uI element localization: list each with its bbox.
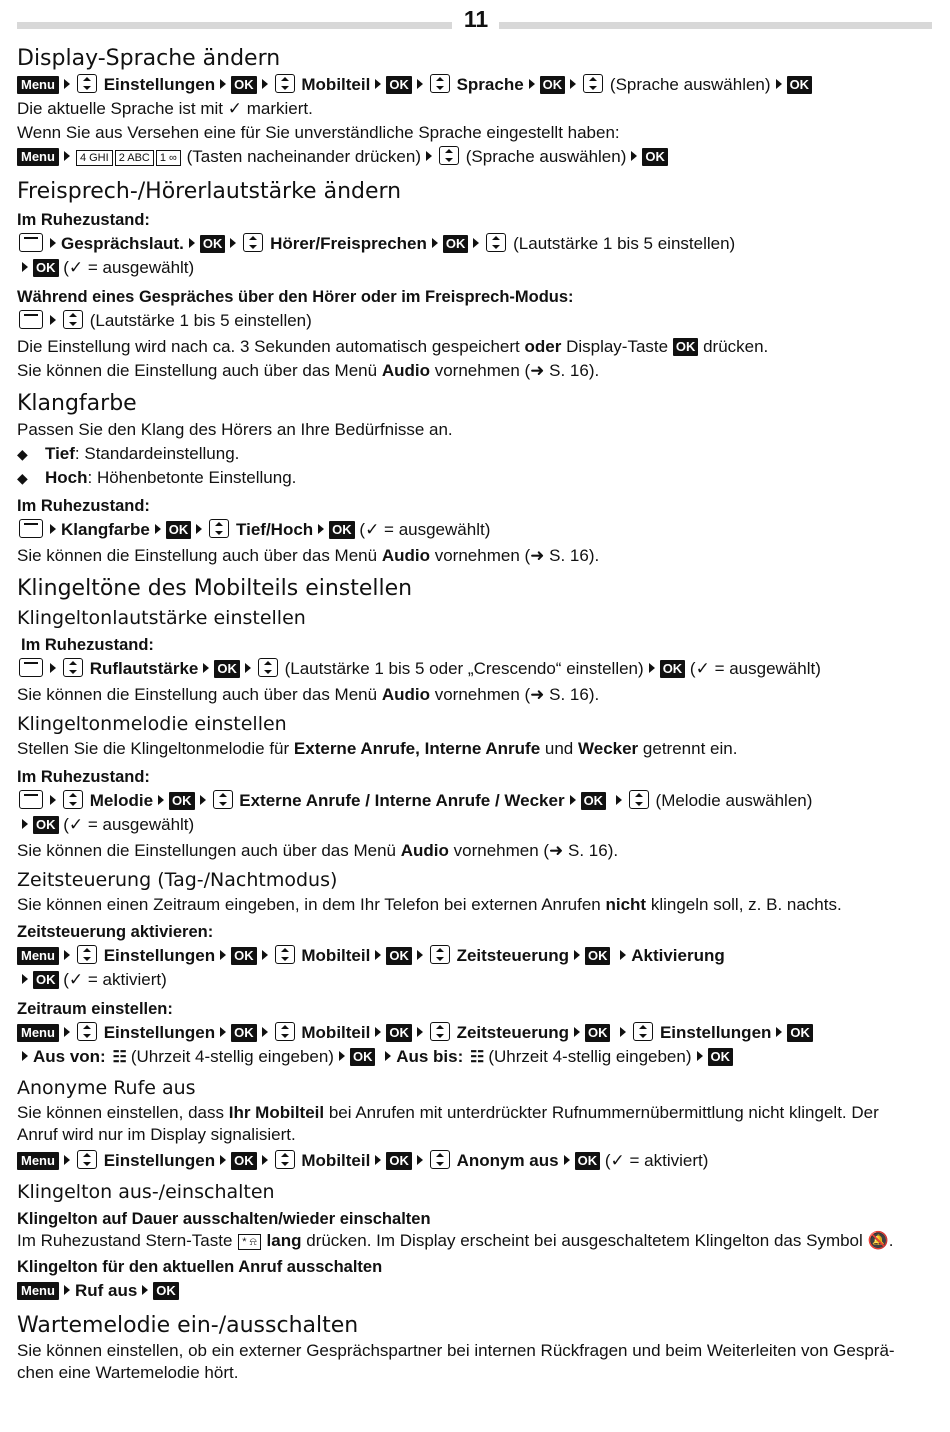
text-fragment: Einstellungen xyxy=(659,1023,772,1042)
text-fragment: lang xyxy=(266,1231,302,1250)
ok-key-icon: OK xyxy=(673,338,699,356)
arrow-icon xyxy=(50,524,56,534)
text-fragment: (Lautstärke 1 bis 5 einstellen) xyxy=(89,311,312,330)
bullet-icon xyxy=(17,442,45,466)
text-fragment: Aktivierung xyxy=(631,946,725,965)
label-aktueller-anruf: Klingelton für den aktuellen Anruf ausschalten xyxy=(17,1258,383,1276)
heading-klingelton-aus: Klingelton aus-/einschalten xyxy=(17,1181,275,1203)
nav-key-icon xyxy=(430,1022,450,1041)
nav-key-icon xyxy=(243,233,263,252)
ok-key-icon: OK xyxy=(443,235,469,253)
arrow-icon xyxy=(262,1155,268,1165)
nav-key-icon xyxy=(63,658,83,677)
arrow-icon xyxy=(697,1051,703,1061)
text-fragment: Hoch xyxy=(45,468,88,487)
ok-key-icon: OK xyxy=(169,792,195,810)
nav-key-icon xyxy=(583,74,603,93)
text-fragment: nicht xyxy=(605,895,647,914)
label-zeitraum: Zeitraum einstellen: xyxy=(17,1000,173,1018)
heading-klingeltonmelodie: Klingeltonmelodie einstellen xyxy=(17,713,287,735)
text-anonym-intro xyxy=(17,1101,927,1125)
text-menu-note xyxy=(17,839,927,863)
text-fragment: Einstellungen xyxy=(103,1151,216,1170)
arrow-icon xyxy=(385,1051,391,1061)
text-fragment: vornehmen (➜ S. 16). xyxy=(434,361,600,380)
step-sprache-auswaehlen: (Sprache auswählen) xyxy=(609,75,771,94)
text-fragment: Melodie xyxy=(89,791,154,810)
text-zeit-intro xyxy=(17,893,927,917)
nav-key-icon xyxy=(275,945,295,964)
text-fragment: Tief xyxy=(45,444,75,463)
arrow-icon xyxy=(220,1155,226,1165)
nav-key-icon xyxy=(63,790,83,809)
text-fragment: Wecker xyxy=(578,739,639,758)
arrow-icon xyxy=(649,663,655,673)
heading-klingeltonlautstaerke: Klingeltonlautstärke einstellen xyxy=(17,607,306,629)
text-fragment: : Höhenbetonte Einstellung. xyxy=(87,468,297,487)
steps-anonym: Menu Einstellungen OK Mobilteil OK Anonym aus OK (✓ = aktiviert) xyxy=(17,1149,927,1173)
ok-key-icon: OK xyxy=(153,1282,179,1300)
nav-key-icon xyxy=(275,1022,295,1041)
nav-key-icon xyxy=(63,310,83,329)
text-fragment: Im Ruhezustand Stern-Taste xyxy=(17,1231,233,1250)
arrow-icon xyxy=(64,950,70,960)
bell-muted-icon: 🔕 xyxy=(867,1231,889,1251)
arrow-icon xyxy=(220,79,226,89)
arrow-icon xyxy=(245,663,251,673)
text-fragment: (Uhrzeit 4-stellig eingeben) xyxy=(488,1047,692,1066)
heading-lautstaerke: Freisprech-/Hörerlautstärke ändern xyxy=(17,179,402,204)
text-fragment: Zeitsteuerung xyxy=(456,946,569,965)
text-fragment: Mobilteil xyxy=(301,946,371,965)
arrow-icon xyxy=(570,795,576,805)
text-fragment: Die aktuelle Sprache ist mit xyxy=(17,99,223,118)
nav-key-icon xyxy=(486,233,506,252)
arrow-icon xyxy=(375,1155,381,1165)
softkey-icon xyxy=(19,658,43,677)
softkey-icon xyxy=(19,310,43,329)
arrow-icon xyxy=(64,1027,70,1037)
checkmark-icon: ✓ xyxy=(227,99,242,119)
text-fragment: Hörer/Freisprechen xyxy=(270,234,427,253)
nav-key-icon xyxy=(258,658,278,677)
text-fragment: Zeitsteuerung xyxy=(456,1023,569,1042)
text-klang-intro: Passen Sie den Klang des Hörers an Ihre Bedürfnisse an. xyxy=(17,420,453,439)
heading-klingeltoene: Klingeltöne des Mobilteils einstellen xyxy=(17,576,413,601)
text-fragment: (Lautstärke 1 bis 5 oder „Crescendo“ einstellen) xyxy=(284,659,644,678)
checkmark-icon: ✓ xyxy=(695,659,710,679)
arrow-icon xyxy=(22,974,28,984)
nav-key-icon xyxy=(213,790,233,809)
arrow-icon xyxy=(529,79,535,89)
ok-key-icon: OK xyxy=(708,1048,734,1066)
label-ruhezustand: Im Ruhezustand: xyxy=(17,211,150,229)
text-melodie-intro xyxy=(17,737,927,761)
softkey-icon xyxy=(19,233,43,252)
ok-key-icon: OK xyxy=(329,521,355,539)
checkmark-icon: ✓ xyxy=(365,520,380,540)
label-ruhezustand: Im Ruhezustand: xyxy=(17,768,150,786)
list-item xyxy=(17,466,927,490)
text-fragment: Mobilteil xyxy=(301,1023,371,1042)
text-fragment: Gesprächslaut. xyxy=(61,234,184,253)
ok-key-icon: OK xyxy=(386,1152,412,1170)
steps-melodie-cont: OK (✓ = ausgewählt) xyxy=(17,813,927,837)
text-fragment: vornehmen (➜ S. 16). xyxy=(434,685,600,704)
steps-ruf-aus xyxy=(17,1279,927,1303)
heading-zeitsteuerung: Zeitsteuerung (Tag-/Nachtmodus) xyxy=(17,869,338,891)
text-fragment: drücken. Im Display erscheint bei ausgeschaltetem Klingelton das Symbol xyxy=(306,1231,863,1250)
steps-zeitraum xyxy=(17,1021,927,1045)
text-fragment: = ausgewählt) xyxy=(384,520,491,539)
checkmark-icon: ✓ xyxy=(68,815,84,835)
nav-key-icon xyxy=(77,1022,97,1041)
arrow-icon xyxy=(220,950,226,960)
label-aktivieren: Zeitsteuerung aktivieren: xyxy=(17,923,214,941)
text-fragment: Externe Anrufe, xyxy=(293,739,420,758)
bullet-icon xyxy=(17,466,45,490)
text-fragment: bei Anrufen mit unterdrückter Rufnummernübermittlung nicht klingelt. Der xyxy=(328,1103,879,1122)
arrow-icon xyxy=(50,663,56,673)
text-fragment: (Uhrzeit 4-stellig eingeben) xyxy=(130,1047,334,1066)
nav-key-icon xyxy=(275,1150,295,1169)
arrow-icon xyxy=(262,950,268,960)
arrow-icon xyxy=(426,151,432,161)
key-1-icon: 1 ∞ xyxy=(156,150,181,166)
nav-key-icon xyxy=(430,945,450,964)
arrow-icon xyxy=(64,1285,70,1295)
arrow-icon xyxy=(776,79,782,89)
arrow-icon xyxy=(564,1155,570,1165)
arrow-icon xyxy=(220,1027,226,1037)
nav-key-icon xyxy=(629,790,649,809)
arrow-icon xyxy=(22,819,28,829)
ok-key-icon: OK xyxy=(585,947,611,965)
ok-key-icon: OK xyxy=(581,792,607,810)
ok-key-icon: OK xyxy=(386,76,412,94)
arrow-icon xyxy=(142,1285,148,1295)
steps-sprache xyxy=(17,73,927,97)
arrow-icon xyxy=(158,795,164,805)
text-fragment: Sie können die Einstellung auch über das Menü xyxy=(17,685,378,704)
text-fragment: Aus von: xyxy=(33,1047,106,1066)
nav-key-icon xyxy=(77,945,97,964)
text-fragment: Sie können einstellen, dass xyxy=(17,1103,224,1122)
nav-key-icon xyxy=(430,74,450,93)
menu-key-icon: Menu xyxy=(17,1282,59,1300)
arrow-icon xyxy=(262,79,268,89)
heading-anonyme-rufe: Anonyme Rufe aus xyxy=(17,1077,196,1099)
text-fragment: (Sprache auswählen) xyxy=(465,147,627,166)
text-fragment: Die Einstellung wird nach ca. 3 Sekunden automatisch gespeichert xyxy=(17,337,520,356)
text-fragment: (Tasten nacheinander drücken) xyxy=(186,147,421,166)
arrow-icon xyxy=(200,795,206,805)
ok-key-icon: OK xyxy=(231,1024,257,1042)
steps-during xyxy=(17,309,927,333)
text-fragment: (Melodie auswählen) xyxy=(655,791,813,810)
ok-key-icon: OK xyxy=(33,259,59,277)
text-wartemelodie-2: chen eine Wartemelodie hört. xyxy=(17,1363,239,1382)
arrow-icon xyxy=(262,1027,268,1037)
text-fragment: Audio xyxy=(381,546,430,565)
text-fragment: Externe Anrufe / Interne Anrufe / Wecker xyxy=(239,791,565,810)
text-wrong-language: Wenn Sie aus Versehen eine für Sie unverständliche Sprache eingestellt haben: xyxy=(17,123,620,142)
text-fragment: Ruflautstärke xyxy=(89,659,199,678)
header-rule-left xyxy=(17,22,452,29)
arrow-icon xyxy=(417,79,423,89)
steps-ruflautstaerke: Ruflautstärke OK (Lautstärke 1 bis 5 oder „Crescendo“ einstellen) OK (✓ = ausgewählt) xyxy=(17,657,927,681)
checkmark-icon: ✓ xyxy=(610,1151,625,1171)
checkmark-icon: ✓ xyxy=(68,258,84,278)
text-fragment: drücken. xyxy=(703,337,769,356)
nav-key-icon xyxy=(430,1150,450,1169)
arrow-icon xyxy=(570,79,576,89)
nav-key-icon xyxy=(77,1150,97,1169)
key-2-icon: 2 ABC xyxy=(115,150,154,166)
menu-key-icon: Menu xyxy=(17,1152,59,1170)
menu-key-icon: Menu xyxy=(17,148,59,166)
nav-key-icon xyxy=(77,74,97,93)
steps-gespraechslaut xyxy=(17,232,927,256)
arrow-icon xyxy=(473,238,479,248)
list-item xyxy=(17,442,927,466)
ok-key-icon: OK xyxy=(214,660,240,678)
text-fragment: = ausgewählt) xyxy=(714,659,821,678)
text-fragment: markiert. xyxy=(246,99,313,118)
text-fragment: Anonym aus xyxy=(456,1151,559,1170)
label-ruhezustand: Im Ruhezustand: xyxy=(17,497,150,515)
ok-key-icon: OK xyxy=(33,971,59,989)
text-fragment: klingeln soll, z. B. nachts. xyxy=(650,895,842,914)
ok-key-icon: OK xyxy=(231,947,257,965)
text-fragment: oder xyxy=(524,337,562,356)
header-rule-right xyxy=(499,22,932,29)
text-fragment: Einstellungen xyxy=(103,946,216,965)
text-fragment: Aus bis: xyxy=(396,1047,464,1066)
ok-key-icon: OK xyxy=(787,1024,813,1042)
label-ruhezustand: Im Ruhezustand: xyxy=(21,636,154,654)
arrow-icon xyxy=(22,262,28,272)
arrow-icon xyxy=(50,238,56,248)
text-fragment: = aktiviert) xyxy=(87,970,167,989)
text-fragment: = ausgewählt) xyxy=(87,815,195,834)
steps-reset-language xyxy=(17,145,927,169)
text-fragment: Audio xyxy=(381,685,430,704)
ok-key-icon: OK xyxy=(231,1152,257,1170)
text-fragment: Sie können einen Zeitraum eingeben, in dem Ihr Telefon bei externen Anrufen xyxy=(17,895,601,914)
text-fragment: Sie können die Einstellung auch über das Menü xyxy=(17,361,378,380)
text-fragment: Sie können die Einstellung auch über das Menü xyxy=(17,546,378,565)
key-4-icon: 4 GHI xyxy=(76,150,113,166)
text-fragment: : Standardeinstellung. xyxy=(74,444,240,463)
ok-key-icon: OK xyxy=(231,76,257,94)
text-fragment: Einstellungen xyxy=(103,1023,216,1042)
ok-key-icon: OK xyxy=(575,1152,601,1170)
page-number: 11 xyxy=(463,6,489,32)
arrow-icon xyxy=(620,950,626,960)
arrow-icon xyxy=(64,79,70,89)
nav-key-icon xyxy=(439,146,459,165)
ok-key-icon: OK xyxy=(200,235,226,253)
step-einstellungen: Einstellungen xyxy=(103,75,216,94)
text-wartemelodie-1: Sie können einstellen, ob ein externer Gesprächspartner bei internen Rückfragen und beim Weiterleiten von Gesprä- xyxy=(17,1341,895,1360)
keypad-icon: ☷ xyxy=(112,1049,127,1066)
ok-key-icon: OK xyxy=(166,521,192,539)
text-fragment: Mobilteil xyxy=(301,1151,371,1170)
softkey-icon xyxy=(19,790,43,809)
manual-page xyxy=(17,0,927,1384)
arrow-icon xyxy=(616,795,622,805)
ok-key-icon: OK xyxy=(787,76,813,94)
ok-key-icon: OK xyxy=(386,1024,412,1042)
page-header xyxy=(17,0,927,42)
arrow-icon xyxy=(574,1027,580,1037)
steps-zeit-aktivieren-cont: OK (✓ = aktiviert) xyxy=(17,968,927,992)
steps-gespraechslaut-cont: OK (✓ = ausgewählt) xyxy=(17,256,927,280)
text-fragment: Audio xyxy=(381,361,430,380)
arrow-icon xyxy=(50,315,56,325)
text-fragment: = ausgewählt) xyxy=(87,258,195,277)
text-stern-taste: Im Ruhezustand Stern-Taste * ⍾ lang drücken. Im Display erscheint bei ausgeschaltetem Klingelton das Symbol 🔕. xyxy=(17,1231,894,1251)
text-fragment: vornehmen (➜ S. 16). xyxy=(434,546,600,565)
star-key-icon: * ⍾ xyxy=(238,1234,261,1250)
text-auto-save xyxy=(17,335,927,359)
arrow-icon xyxy=(375,79,381,89)
text-current-language xyxy=(17,97,927,121)
text-menu-note xyxy=(17,359,927,383)
arrow-icon xyxy=(375,950,381,960)
text-fragment: Klangfarbe xyxy=(61,520,150,539)
text-fragment: Audio xyxy=(400,841,449,860)
arrow-icon xyxy=(339,1051,345,1061)
nav-key-icon xyxy=(633,1022,653,1041)
text-fragment: Sie können die Einstellungen auch über das Menü xyxy=(17,841,396,860)
ok-key-icon: OK xyxy=(350,1048,376,1066)
steps-klangfarbe: Klangfarbe OK Tief/Hoch OK (✓ = ausgewählt) xyxy=(17,518,927,542)
ok-key-icon: OK xyxy=(540,76,566,94)
menu-key-icon: Menu xyxy=(17,947,59,965)
arrow-icon xyxy=(196,524,202,534)
ok-key-icon: OK xyxy=(33,816,59,834)
checkmark-icon: ✓ xyxy=(68,970,84,990)
arrow-icon xyxy=(574,950,580,960)
text-menu-note xyxy=(17,544,927,568)
arrow-icon xyxy=(318,524,324,534)
arrow-icon xyxy=(189,238,195,248)
text-fragment: Stellen Sie die Klingeltonmelodie für xyxy=(17,739,290,758)
arrow-icon xyxy=(432,238,438,248)
menu-key-icon: Menu xyxy=(17,76,59,94)
text-fragment: = aktiviert) xyxy=(629,1151,709,1170)
text-fragment: getrennt ein. xyxy=(642,739,738,758)
keypad-icon: ☷ xyxy=(470,1049,485,1066)
text-fragment: Interne Anrufe xyxy=(424,739,541,758)
arrow-icon xyxy=(64,1155,70,1165)
arrow-icon xyxy=(203,663,209,673)
text-fragment: Tief/Hoch xyxy=(236,520,314,539)
ok-key-icon: OK xyxy=(386,947,412,965)
ok-key-icon: OK xyxy=(642,148,668,166)
text-fragment: (Lautstärke 1 bis 5 einstellen) xyxy=(513,234,736,253)
nav-key-icon xyxy=(275,74,295,93)
arrow-icon xyxy=(50,795,56,805)
arrow-icon xyxy=(375,1027,381,1037)
arrow-icon xyxy=(230,238,236,248)
steps-zeit-aktivieren xyxy=(17,944,927,968)
text-fragment: und xyxy=(544,739,574,758)
ok-key-icon: OK xyxy=(660,660,686,678)
text-fragment: Display-Taste xyxy=(566,337,669,356)
ok-key-icon: OK xyxy=(585,1024,611,1042)
arrow-icon xyxy=(620,1027,626,1037)
label-dauer: Klingelton auf Dauer ausschalten/wieder einschalten xyxy=(17,1210,431,1228)
label-waehrend: Während eines Gespräches über den Hörer oder im Freisprech-Modus: xyxy=(17,288,574,306)
steps-melodie xyxy=(17,789,927,813)
heading-wartemelodie: Wartemelodie ein-/ausschalten xyxy=(17,1313,359,1338)
text-menu-note xyxy=(17,683,927,707)
steps-zeitraum-cont xyxy=(17,1045,927,1070)
arrow-icon xyxy=(776,1027,782,1037)
nav-key-icon xyxy=(209,519,229,538)
step-mobilteil: Mobilteil xyxy=(301,75,371,94)
arrow-icon xyxy=(417,1155,423,1165)
arrow-icon xyxy=(155,524,161,534)
text-fragment: vornehmen (➜ S. 16). xyxy=(453,841,619,860)
arrow-icon xyxy=(22,1051,28,1061)
step-sprache: Sprache xyxy=(456,75,524,94)
menu-key-icon: Menu xyxy=(17,1024,59,1042)
text-anonym-intro2: Anruf wird nur im Display signalisiert. xyxy=(17,1125,296,1144)
arrow-icon xyxy=(631,151,637,161)
text-fragment: Ihr Mobilteil xyxy=(228,1103,325,1122)
arrow-icon xyxy=(417,1027,423,1037)
text-fragment: Ruf aus xyxy=(74,1281,138,1300)
heading-display-sprache: Display-Sprache ändern xyxy=(17,46,281,71)
arrow-icon xyxy=(64,151,70,161)
heading-klangfarbe: Klangfarbe xyxy=(17,391,137,416)
arrow-icon xyxy=(417,950,423,960)
softkey-icon xyxy=(19,519,43,538)
